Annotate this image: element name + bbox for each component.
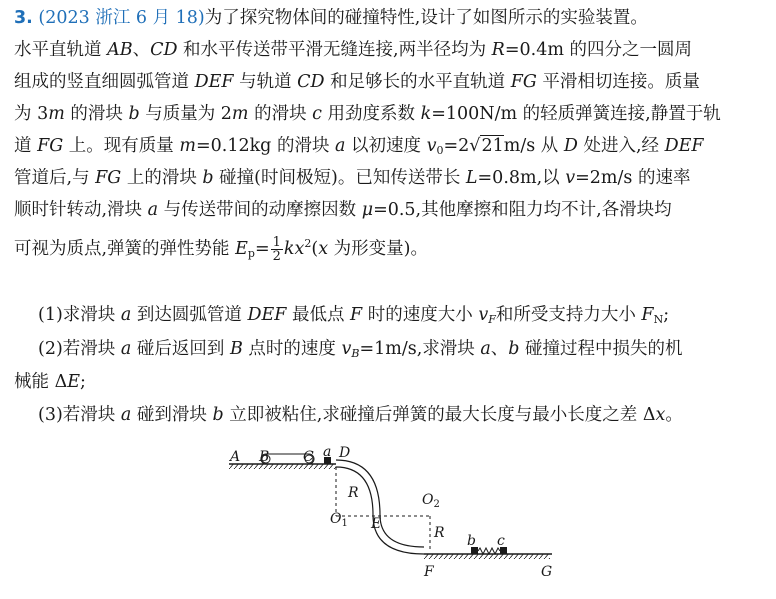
text: 组成的竖直细圆弧管道	[14, 72, 195, 92]
subscript: p	[247, 247, 255, 260]
label-C: C	[303, 449, 314, 465]
text: 、	[490, 339, 509, 359]
problem-number: 3.	[14, 8, 33, 28]
label-b: b	[467, 533, 476, 549]
text: =2	[443, 136, 470, 156]
text: v	[565, 168, 576, 188]
text: m/s 从	[503, 136, 564, 156]
text: v	[478, 305, 489, 325]
text: (2)若滑块	[38, 339, 121, 359]
text: 点时的速度	[242, 339, 342, 359]
text: 处进入,经	[577, 136, 665, 156]
text: (	[311, 239, 319, 259]
label-A: A	[230, 449, 241, 465]
text: 碰到滑块	[131, 405, 213, 425]
fraction-numerator: 1	[272, 235, 281, 250]
text: 与传送带间的动摩擦因数	[158, 200, 362, 220]
label-R2: R	[434, 525, 445, 541]
text: CD	[297, 72, 325, 92]
text: 和所受支持力大小	[495, 305, 642, 325]
text: E	[235, 239, 248, 259]
text: =100N/m 的轻质弹簧连接,静置于轨	[431, 104, 721, 124]
label-c: c	[497, 533, 505, 549]
text: 上的滑块	[121, 168, 203, 188]
label-a: a	[323, 444, 332, 460]
text: =1m/s,求滑块	[359, 339, 481, 359]
label-O1: $O_1$	[330, 511, 348, 529]
text: 以初速度	[345, 136, 427, 156]
label-B: B	[259, 449, 270, 465]
text: a	[120, 339, 132, 359]
subscript: N	[653, 313, 664, 326]
text: 和足够长的水平直轨道	[324, 72, 511, 92]
text: 械能 Δ	[14, 372, 68, 392]
text: 与质量为 2	[139, 104, 232, 124]
text: 的滑块	[248, 104, 313, 124]
text: 立即被粘住,求碰撞后弹簧的最大长度与最小长度之差 Δ	[223, 405, 656, 425]
label-F: F	[424, 564, 434, 580]
text: 管道后,与	[14, 168, 96, 188]
text: 的滑块	[64, 104, 129, 124]
text: ;	[79, 372, 86, 392]
text: =0.8m,以	[477, 168, 566, 188]
text: 为形变量)。	[328, 239, 428, 259]
subscript: B	[351, 347, 360, 360]
text: L	[465, 168, 478, 188]
text: b	[212, 405, 224, 425]
text: 道	[14, 136, 38, 156]
text: B	[229, 339, 243, 359]
text: FG	[510, 72, 537, 92]
text: =2m/s 的速率	[575, 168, 691, 188]
fraction-denominator: 2	[272, 249, 281, 264]
problem-source: (2023 浙江 6 月 18)	[38, 8, 205, 28]
subscript: F	[488, 313, 496, 326]
text: 碰撞(时间极短)。已知传送带长	[213, 168, 466, 188]
text: a	[147, 200, 159, 220]
text: DEF	[194, 72, 234, 92]
text: 水平直轨道	[14, 40, 108, 60]
text: CD	[150, 40, 178, 60]
text: FG	[95, 168, 122, 188]
text: k	[420, 104, 432, 124]
text: x	[318, 239, 329, 259]
text: D	[563, 136, 578, 156]
superscript: 2	[304, 237, 312, 250]
text: m	[48, 104, 65, 124]
text: b	[128, 104, 140, 124]
text: 最低点	[286, 305, 351, 325]
text: DEF	[664, 136, 704, 156]
text: 和水平传送带平滑无缝连接,两半径均为	[177, 40, 492, 60]
problem-line-5: 道 FG 上。现有质量 m=0.12kg 的滑块 a 以初速度 $v_0=2√21m/s$ 从 D 处进入,经 DEF	[14, 136, 704, 157]
text: 上。现有质量	[63, 136, 180, 156]
text: =	[254, 239, 270, 259]
text: a	[480, 339, 491, 359]
text: F	[641, 305, 654, 325]
subscript: 0	[436, 144, 444, 157]
text: 碰撞过程中损失的机	[519, 339, 683, 359]
text: =0.5,其他摩擦和阻力均不计,各滑块均	[373, 200, 672, 220]
text: v	[341, 339, 352, 359]
text: kx	[283, 239, 305, 259]
label-R1: R	[348, 485, 359, 501]
text: a	[120, 405, 132, 425]
text: (3)若滑块	[38, 405, 121, 425]
text: =0.4m 的四分之一圆周	[504, 40, 693, 60]
text: =0.12kg 的滑块	[195, 136, 336, 156]
label-E: E	[371, 516, 382, 532]
curved-pipe-DEF	[336, 460, 424, 554]
text: 、	[132, 40, 151, 60]
text: 为了探究物体间的碰撞特性,设计了如图所示的实验装置。	[204, 8, 648, 28]
label-D: D	[339, 445, 351, 461]
text: 碰后返回到	[131, 339, 230, 359]
text: 到达圆弧管道	[131, 305, 248, 325]
text: b	[508, 339, 520, 359]
text: E	[67, 372, 80, 392]
text: ;	[663, 305, 670, 325]
text: c	[312, 104, 322, 124]
text: a	[120, 305, 132, 325]
text: m	[231, 104, 249, 124]
text: 时的速度大小	[362, 305, 479, 325]
text: 平滑相切连接。质量	[536, 72, 700, 92]
text: b	[202, 168, 214, 188]
text: x	[655, 405, 666, 425]
text: 为 3	[14, 104, 49, 124]
text: 与轨道	[233, 72, 298, 92]
text: m	[179, 136, 196, 156]
text: a	[335, 136, 346, 156]
text: 。	[665, 405, 683, 425]
text: 顺时针转动,滑块	[14, 200, 148, 220]
text: DEF	[247, 305, 287, 325]
text: 可视为质点,弹簧的弹性势能	[14, 239, 236, 259]
construction-lines	[336, 467, 430, 550]
text: FG	[37, 136, 64, 156]
label-O2: $O_2$	[422, 492, 440, 510]
label-G: G	[541, 564, 553, 580]
text: μ	[361, 200, 374, 220]
text: AB	[107, 40, 133, 60]
text: F	[350, 305, 363, 325]
text: v	[426, 136, 437, 156]
text: 用劲度系数	[321, 104, 421, 124]
text: (1)求滑块	[38, 305, 121, 325]
sqrt-radicand: 21	[481, 136, 504, 156]
text: R	[491, 40, 505, 60]
